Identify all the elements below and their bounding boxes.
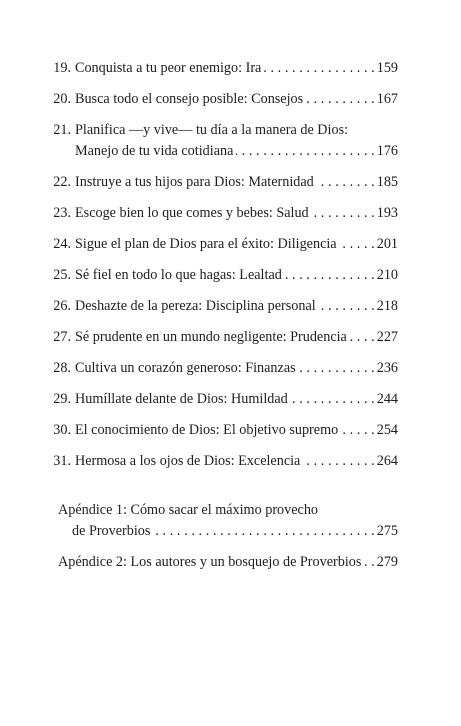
dot-leader <box>350 327 375 348</box>
chapter-number: 19. <box>53 60 71 76</box>
table-of-contents <box>0 58 461 573</box>
dot-leader <box>291 389 375 410</box>
toc-line <box>0 451 461 472</box>
chapter-number: 23. <box>53 205 71 221</box>
entry-title: Busca todo el consejo posible: Consejos <box>75 91 304 107</box>
toc-entry <box>0 451 461 472</box>
entry-title: Sigue el plan de Dios para el éxito: Diligencia <box>75 236 337 252</box>
toc-line-content <box>75 141 398 162</box>
page-number: 264 <box>376 453 398 469</box>
dot-leader <box>312 203 375 224</box>
chapter-number: 27. <box>53 329 71 345</box>
entry-title: Escoge bien lo que comes y bebes: Salud <box>75 205 309 221</box>
toc-line <box>0 327 461 348</box>
toc-entry <box>0 203 461 224</box>
dot-leader <box>303 451 374 472</box>
entry-title: Planifica —y vive— tu día a la manera de Dios: <box>75 122 349 138</box>
chapter-number: 25. <box>53 267 71 283</box>
toc-entry <box>0 58 461 79</box>
toc-entry <box>0 172 461 193</box>
dot-leader <box>341 420 375 441</box>
dot-leader <box>364 552 374 573</box>
entry-title: Instruye a tus hijos para Dios: Maternidad <box>75 174 314 190</box>
toc-entry <box>0 327 461 348</box>
page-number: 279 <box>376 554 398 570</box>
dot-leader <box>236 141 374 162</box>
chapter-number: 31. <box>53 453 71 469</box>
dot-leader <box>264 58 374 79</box>
page-number: 236 <box>376 360 398 376</box>
toc-line-content <box>58 500 398 521</box>
toc-line <box>0 58 461 79</box>
toc-entry <box>0 389 461 410</box>
page-number: 218 <box>376 298 398 314</box>
toc-entry <box>0 234 461 255</box>
chapter-number: 28. <box>53 360 71 376</box>
dot-leader <box>340 234 375 255</box>
chapter-number: 21. <box>53 122 71 138</box>
toc-line-content <box>75 58 398 79</box>
page-number: 167 <box>376 91 398 107</box>
toc-line-content <box>58 552 398 573</box>
toc-line <box>0 296 461 317</box>
entry-title: El conocimiento de Dios: El objetivo supremo <box>75 422 339 438</box>
appendix-entry <box>0 500 461 542</box>
toc-line-content <box>75 296 398 317</box>
toc-line-content <box>75 172 398 193</box>
chapter-number: 20. <box>53 91 71 107</box>
page-number: 210 <box>376 267 398 283</box>
toc-line <box>0 521 461 542</box>
chapter-number: 22. <box>53 174 71 190</box>
toc-line <box>0 420 461 441</box>
toc-line-content <box>75 451 398 472</box>
toc-line-content <box>75 89 398 110</box>
toc-line <box>0 552 461 573</box>
page-number: 176 <box>376 143 398 159</box>
toc-line-content <box>75 358 398 379</box>
toc-line <box>0 172 461 193</box>
entry-title: Apéndice 1: Cómo sacar el máximo provecho <box>58 502 319 518</box>
toc-entry <box>0 120 461 162</box>
entry-title: Hermosa a los ojos de Dios: Excelencia <box>75 453 301 469</box>
toc-line <box>0 234 461 255</box>
entry-title: Humíllate delante de Dios: Humildad <box>75 391 288 407</box>
toc-line-content <box>75 234 398 255</box>
toc-line-content <box>75 265 398 286</box>
toc-line <box>0 89 461 110</box>
entry-title: Sé prudente en un mundo negligente: Prudencia <box>75 329 347 345</box>
page-number: 227 <box>376 329 398 345</box>
page-number: 201 <box>376 236 398 252</box>
toc-entry <box>0 296 461 317</box>
toc-line <box>0 141 461 162</box>
dot-leader <box>285 265 375 286</box>
toc-line-content <box>75 120 398 141</box>
dot-leader <box>317 172 375 193</box>
chapter-number: 30. <box>53 422 71 438</box>
toc-line <box>0 500 461 521</box>
toc-line <box>0 389 461 410</box>
dot-leader <box>153 521 374 542</box>
toc-entry <box>0 89 461 110</box>
entry-title: Manejo de tu vida cotidiana <box>75 143 234 159</box>
toc-line-content <box>75 203 398 224</box>
entry-title: de Proverbios <box>72 523 151 539</box>
toc-line-content <box>75 389 398 410</box>
dot-leader <box>306 89 375 110</box>
toc-line <box>0 203 461 224</box>
entry-title: Apéndice 2: Los autores y un bosquejo de Proverbios <box>58 554 362 570</box>
entry-title: Cultiva un corazón generoso: Finanzas <box>75 360 296 376</box>
entry-title: Conquista a tu peor enemigo: Ira <box>75 60 262 76</box>
chapter-number: 29. <box>53 391 71 407</box>
page-number: 244 <box>376 391 398 407</box>
chapter-number: 26. <box>53 298 71 314</box>
page-number: 254 <box>376 422 398 438</box>
toc-line-content <box>75 420 398 441</box>
dot-leader <box>319 296 375 317</box>
toc-line <box>0 120 461 141</box>
toc-entry <box>0 358 461 379</box>
page-number: 275 <box>376 523 398 539</box>
entry-title: Sé fiel en todo lo que hagas: Lealtad <box>75 267 282 283</box>
page-number: 185 <box>376 174 398 190</box>
toc-entry <box>0 420 461 441</box>
page-number: 159 <box>376 60 398 76</box>
toc-line <box>0 265 461 286</box>
toc-entry <box>0 265 461 286</box>
toc-line-content <box>72 521 398 542</box>
page-number: 193 <box>376 205 398 221</box>
toc-line-content <box>75 327 398 348</box>
chapter-number: 24. <box>53 236 71 252</box>
appendix-entry <box>0 552 461 573</box>
entry-title: Deshazte de la pereza: Disciplina personal <box>75 298 316 314</box>
dot-leader <box>299 358 375 379</box>
toc-line <box>0 358 461 379</box>
